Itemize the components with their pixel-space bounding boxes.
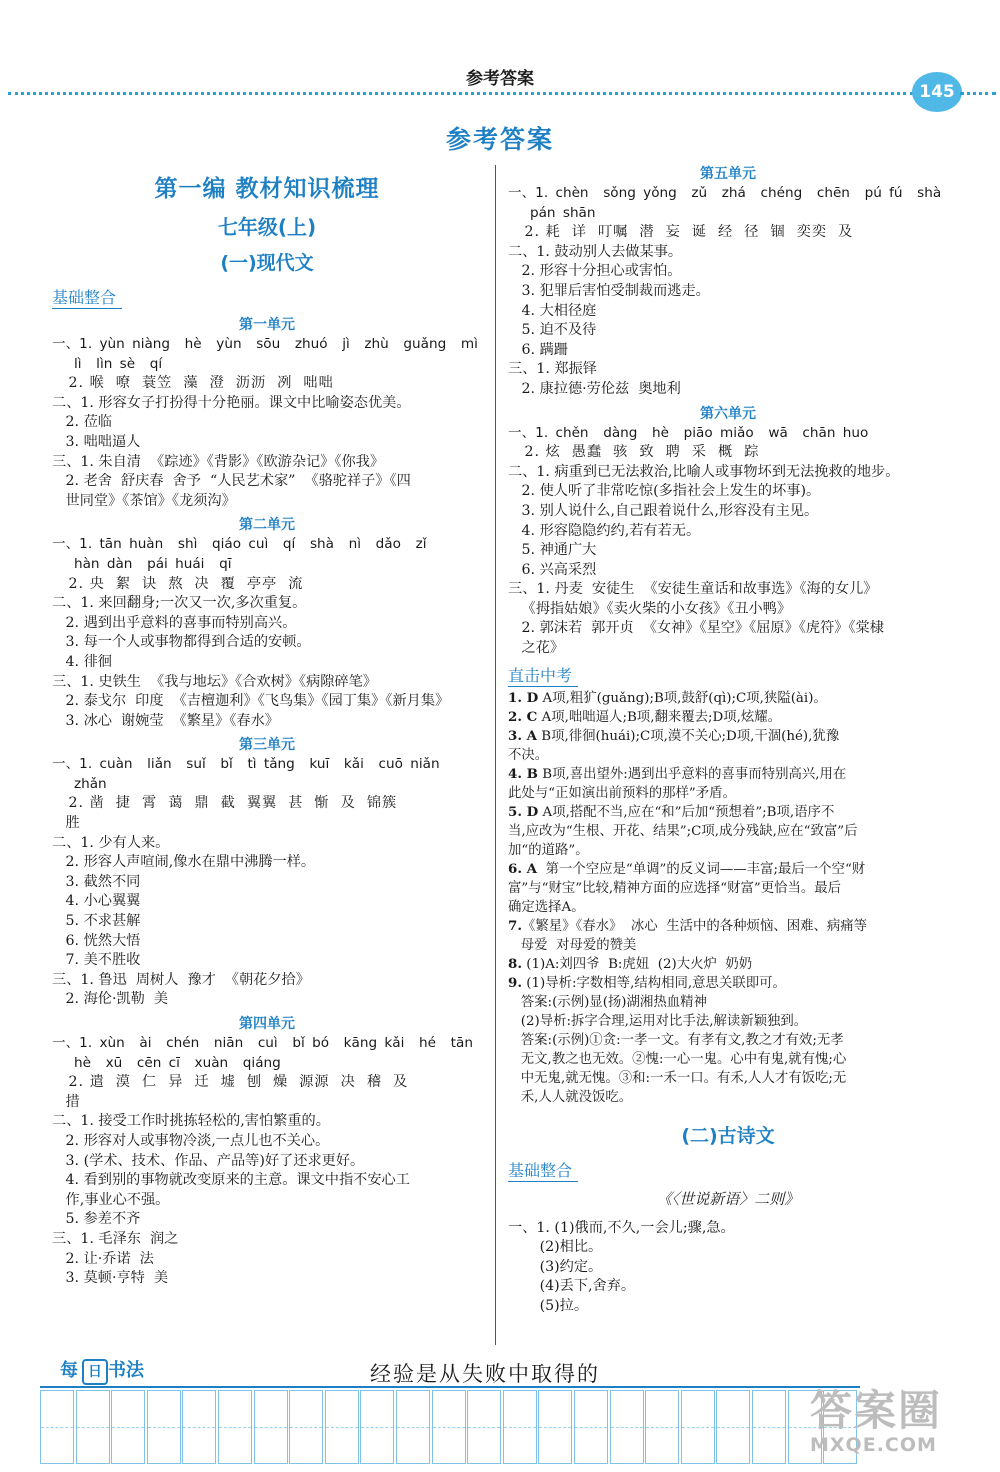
exam-answer-number: 2. C	[508, 708, 538, 725]
answer-line: 3. 咄咄逼人	[52, 433, 141, 450]
exam-answer-text: 答案:(示例)①贪:一孝一文。有孝有文,教之才有效;无孝	[508, 1032, 844, 1048]
grid-cell	[752, 1390, 786, 1464]
answer-line: 2. 喉 嘹 蓑笠 藻 澄 沥沥 冽 咄咄	[52, 375, 334, 392]
answer-line: 3. 别人说什么,自己跟着说什么,形容没有主见。	[508, 502, 819, 519]
answer-line: 2. 老舍 舒庆春 舍予 “人民艺术家” 《骆驼祥子》《四	[52, 473, 411, 490]
grid-cell	[681, 1390, 715, 1464]
answer-line: 三、1. 丹麦 安徒生 《安徒生童话和故事选》《海的女儿》	[508, 581, 878, 598]
answer-line: 3. 每一个人或事物都得到合适的安顿。	[52, 634, 311, 651]
grid-cell	[574, 1390, 608, 1464]
exam-answer-line	[508, 727, 948, 746]
answer-line: 三、1. 朱自清 《踪迹》《背影》《欧游杂记》《你我》	[52, 453, 385, 470]
right-units	[508, 163, 948, 659]
answer-line: 4. 看到别的事物就改变原来的主意。课文中指不安心工	[52, 1172, 410, 1189]
answer-line: 5. 不求甚解	[52, 913, 141, 930]
exam-answer-line	[508, 803, 948, 822]
answer-line: 2. 郭沫若 郭开贞 《女神》《星空》《屈原》《虎符》《棠棣	[508, 620, 884, 637]
answer-line: 一、1. tān huàn shì qiáo cuì qí shà nì dǎo zǐ	[52, 536, 427, 553]
exam-answer-number: 4. B	[508, 765, 538, 782]
left-units	[52, 314, 482, 1289]
answer-line: 4. 形容隐隐约约,若有若无。	[508, 522, 701, 539]
exam-answer-line	[508, 841, 948, 860]
answer-line: 5. 参差不齐	[52, 1211, 141, 1228]
answer-line: 2. 使人听了非常吃惊(多指社会上发生的坏事)。	[508, 483, 821, 500]
answer-line: zhǎn	[52, 775, 107, 792]
poem-answers	[508, 1219, 948, 1317]
footer-motto: 经验是从失败中取得的	[370, 1362, 600, 1386]
grid-cell	[610, 1390, 644, 1464]
poem-title: 《〈世说新语〉二则》	[656, 1189, 800, 1208]
exam-tag: 直击中考	[508, 663, 578, 687]
exam-answer-text: 确定选择A。	[508, 899, 585, 915]
section-tag: 基础整合	[52, 285, 122, 309]
answer-line: 一、1. chěn dàng hè piāo miǎo wā chān huo	[508, 424, 869, 441]
answer-line: 3. 冰心 谢婉莹 《繁星》《春水》	[52, 712, 279, 729]
exam-answer-text: (1)A:刘四爷 B:虎妞 (2)大火炉 奶奶	[521, 956, 753, 972]
poem-answer-line: (4)丢下,舍弃。	[508, 1278, 636, 1295]
exam-answer-text: A项,粗犷(guǎng);B项,鼓舒(qì);C项,狭隘(ài)。	[538, 690, 827, 706]
exam-answer-line	[508, 993, 948, 1012]
answer-line: 3. (学术、技术、作品、产品等)好了还求更好。	[52, 1152, 365, 1169]
grid-cell	[76, 1390, 110, 1464]
header-dotted-rule-right	[960, 92, 996, 95]
exam-answer-line	[508, 860, 948, 879]
exam-answer-line	[508, 1069, 948, 1088]
grid-cell	[325, 1390, 359, 1464]
exam-answer-text: A项,搭配不当,应在“和”后加“预想着”;B项,语序不	[538, 804, 835, 820]
watermark-big: 答案圈	[810, 1386, 943, 1435]
unit-heading: 第三单元	[239, 737, 295, 754]
exam-answer-text: 《繁星》《春水》 冰心 生活中的各种烦恼、困难、病痛等	[521, 918, 868, 934]
answer-line: 5. 神通广大	[508, 542, 597, 559]
unit-heading: 第六单元	[700, 405, 756, 422]
header-dotted-rule	[8, 92, 913, 95]
grid-cell	[538, 1390, 572, 1464]
answer-line: 4. 小心翼翼	[52, 893, 141, 910]
unit-heading: 第一单元	[239, 317, 295, 333]
grid-cell	[396, 1390, 430, 1464]
answer-line: 6. 蹒跚	[508, 341, 568, 358]
exam-answer-number: 1. D	[508, 689, 539, 706]
answer-line: 2. 耗 详 叮嘱 潜 妄 诞 经 径 锢 奕奕 及	[508, 224, 854, 241]
grid-cell	[182, 1390, 216, 1464]
answer-line: 2. 遇到出乎意料的喜事而特别高兴。	[52, 614, 297, 631]
grid-cell	[111, 1390, 145, 1464]
grid-cell	[467, 1390, 501, 1464]
exam-answer-text: B项,喜出望外:遇到出乎意料的喜事而特别高兴,用在	[537, 766, 847, 782]
answer-line: 2. 让·乔诺 法	[52, 1250, 154, 1267]
grid-cell	[254, 1390, 288, 1464]
grid-cell	[645, 1390, 679, 1464]
exam-answer-text: 答案:(示例)显(扬)湖湘热血精神	[508, 994, 707, 1010]
exam-answer-line	[508, 784, 948, 803]
footer-logo-text: 每	[60, 1360, 78, 1381]
exam-answer-line	[508, 765, 948, 784]
answer-line: 2. 遣 漠 仁 异 迁 墟 刨 燥 源源 决 稽 及	[52, 1074, 409, 1091]
exam-answer-text: 母爱 对母爱的赞美	[508, 937, 637, 953]
grade-heading: 七年级(上)	[217, 215, 317, 239]
answer-line: 3. 莫顿·亨特 美	[52, 1270, 169, 1287]
answer-line: 2. 凿 捷 霄 蔼 鼎 截 翼翼 甚 惭 及 锦簇	[52, 795, 398, 812]
header-title: 参考答案	[466, 69, 534, 89]
grid-cell	[289, 1390, 323, 1464]
exam-answer-text: (2)导析:拆字合理,运用对比手法,解读新颖独到。	[508, 1013, 808, 1029]
exam-answer-text: 禾,人人就没饭吃。	[508, 1089, 633, 1105]
grid-cell	[147, 1390, 181, 1464]
answer-line: 三、1. 史铁生 《我与地坛》《合欢树》《病隙碎笔》	[52, 673, 377, 690]
exam-answer-text: 不决。	[508, 747, 549, 763]
footer-logo-box: 日	[82, 1359, 108, 1385]
answer-line: 3. 犯罪后害怕受制裁而逃走。	[508, 282, 710, 299]
poem-answer-line: 一、1. (1)俄而,不久,一会儿;骤,急。	[508, 1219, 735, 1236]
answer-line: 2. 炫 愚蠢 骇 致 聘 采 概 踪	[508, 444, 760, 461]
exam-answer-number: 6. A	[508, 860, 538, 877]
unit-heading: 第二单元	[239, 517, 295, 534]
grid-cell	[40, 1390, 74, 1464]
footer	[40, 1350, 860, 1472]
grid-cell	[716, 1390, 750, 1464]
exam-answer-line	[508, 879, 948, 898]
answer-line: 6. 兴高采烈	[508, 561, 597, 578]
exam-answer-line	[508, 1050, 948, 1069]
exam-answer-number: 5. D	[508, 803, 539, 820]
answer-line: 4. 徘徊	[52, 653, 112, 670]
answer-line: 作,事业心不强。	[52, 1191, 170, 1208]
left-column	[52, 160, 482, 1289]
poem-answer-line: (5)拉。	[508, 1298, 589, 1315]
answer-line: 5. 迫不及待	[508, 322, 597, 339]
answer-line: 二、1. 少有人来。	[52, 834, 170, 851]
exam-answer-text: 富”与“财宝”比较,精神方面的应选择“财富”更恰当。最后	[508, 880, 842, 896]
answer-line: 二、1. 鼓动别人去做某事。	[508, 243, 683, 260]
answer-line: 2. 莅临	[52, 414, 112, 431]
section2-tag: 基础整合	[508, 1158, 578, 1182]
exam-answer-line	[508, 1012, 948, 1031]
footer-rule	[40, 1386, 860, 1388]
exam-answer-line	[508, 1031, 948, 1050]
answer-line: 一、1. cuàn liǎn suǐ bǐ tì tǎng kuī kǎi cuō niǎn	[52, 756, 440, 773]
exam-answer-line	[508, 708, 948, 727]
unit-heading: 第五单元	[700, 166, 756, 182]
unit-heading: 第四单元	[239, 1016, 295, 1032]
footer-logo	[60, 1356, 240, 1382]
watermark	[810, 1378, 990, 1468]
answer-line: 《拇指姑娘》《卖火柴的小女孩》《丑小鸭》	[508, 600, 792, 617]
section-heading: (一)现代文	[220, 252, 314, 274]
answer-line: lì lìn sè qí	[52, 355, 163, 372]
answer-line: 2. 海伦·凯勒 美	[52, 991, 169, 1008]
exam-answer-text: (1)导析:字数相等,结构相同,意思关联即可。	[521, 975, 786, 991]
exam-answer-line	[508, 955, 948, 974]
exam-answer-text: 无文,教之也无效。②愧:一心一鬼。心中有鬼,就有愧;心	[508, 1051, 847, 1067]
answer-line: hè xū cēn cī xuàn qiáng	[52, 1054, 281, 1071]
exam-answer-line	[508, 689, 948, 708]
edition-heading: 第一编 教材知识梳理	[154, 176, 380, 202]
exam-answer-line	[508, 746, 948, 765]
page-header	[0, 50, 1000, 110]
answer-line: 三、1. 鲁迅 周树人 豫才 《朝花夕拾》	[52, 971, 310, 988]
exam-answers	[508, 689, 948, 1107]
answer-line: 2. 康拉德·劳伦兹 奥地利	[508, 380, 681, 397]
answer-line: 二、1. 形容女子打扮得十分艳丽。课文中比喻姿态优美。	[52, 394, 411, 411]
poem-answer-line: (3)约定。	[508, 1258, 603, 1275]
answer-line: 一、1. yùn niàng hè yùn sōu zhuó jì zhù guǎng mì	[52, 336, 478, 352]
poem-answer-line: (2)相比。	[508, 1239, 603, 1256]
answer-line: 胜	[52, 815, 80, 832]
grid-cell	[432, 1390, 466, 1464]
exam-answer-line	[508, 936, 948, 955]
exam-answer-text: 加“的道路”。	[508, 842, 589, 858]
answer-line: 之花》	[508, 640, 565, 657]
answer-line: 2. 形容人声喧闹,像水在鼎中沸腾一样。	[52, 854, 316, 871]
watermark-small: MXQE.COM	[810, 1434, 937, 1456]
exam-answer-number: 9.	[508, 974, 522, 991]
exam-answer-text: B项,徘徊(huái);C项,漠不关心;D项,干涸(hé),犹豫	[537, 728, 840, 744]
exam-answer-line	[508, 974, 948, 993]
exam-answer-line	[508, 822, 948, 841]
exam-answer-line	[508, 1088, 948, 1107]
answer-line: 措	[52, 1093, 80, 1110]
answer-line: 2. 形容对人或事物冷淡,一点儿也不关心。	[52, 1132, 330, 1149]
column-divider	[495, 165, 496, 1345]
grid-cell	[503, 1390, 537, 1464]
section2-heading: (二)古诗文	[681, 1124, 775, 1147]
answer-line: 三、1. 毛泽东 润之	[52, 1230, 179, 1247]
exam-answer-line	[508, 917, 948, 936]
answer-line: hàn dàn pái huái qī	[52, 555, 232, 572]
answer-line: 3. 截然不同	[52, 873, 141, 890]
answer-line: 二、1. 来回翻身;一次又一次,多次重复。	[52, 595, 307, 612]
calligraphy-grid	[40, 1390, 860, 1470]
grid-cell	[360, 1390, 394, 1464]
answer-line: 2. 央 絮 诀 熬 决 覆 亭亭 流	[52, 575, 304, 592]
answer-line: pán shān	[508, 204, 596, 221]
exam-answer-text: 第一个空应是“单调”的反义词——丰富;最后一个空“财	[537, 861, 866, 877]
answer-line: 4. 大相径庭	[508, 302, 597, 319]
exam-answer-text: 此处与“正如演出前预料的那样”矛盾。	[508, 785, 736, 801]
answer-line: 6. 恍然大悟	[52, 932, 141, 949]
answer-line: 7. 美不胜收	[52, 952, 141, 969]
exam-answer-number: 8.	[508, 955, 522, 972]
answer-line: 三、1. 郑振铎	[508, 361, 597, 378]
main-title: 参考答案	[445, 125, 554, 154]
answer-line: 2. 形容十分担心或害怕。	[508, 263, 682, 280]
exam-answer-number: 7.	[508, 917, 522, 934]
exam-answer-number: 3. A	[508, 727, 538, 744]
exam-answer-line	[508, 898, 948, 917]
answer-line: 一、1. chèn sǒng yǒng zǔ zhá chéng chēn pú fú shà	[508, 185, 942, 201]
footer-logo-suffix: 书法	[108, 1360, 144, 1381]
page-number-badge: 145	[912, 72, 962, 112]
answer-line: 二、1. 病重到已无法救治,比喻人或事物坏到无法挽救的地步。	[508, 463, 900, 480]
exam-answer-text: A项,咄咄逼人;B项,翻来覆去;D项,炫耀。	[537, 709, 782, 725]
right-column	[508, 160, 948, 1317]
grid-cell	[218, 1390, 252, 1464]
answer-line: 一、1. xùn ài chén niān cuì bǐ bó kāng kǎi hé tān	[52, 1035, 473, 1051]
exam-answer-text: 中无鬼,就无愧。③和:一禾一口。有禾,人人才有饭吃;无	[508, 1070, 847, 1086]
answer-line: 二、1. 接受工作时挑拣轻松的,害怕繁重的。	[52, 1113, 330, 1130]
answer-line: 2. 泰戈尔 印度 《吉檀迦利》《飞鸟集》《园丁集》《新月集》	[52, 693, 450, 710]
exam-answer-text: 当,应改为“生根、开花、结果”;C项,成分残缺,应在“致富”后	[508, 823, 858, 839]
answer-line: 世同堂》《茶馆》《龙须沟》	[52, 492, 236, 509]
